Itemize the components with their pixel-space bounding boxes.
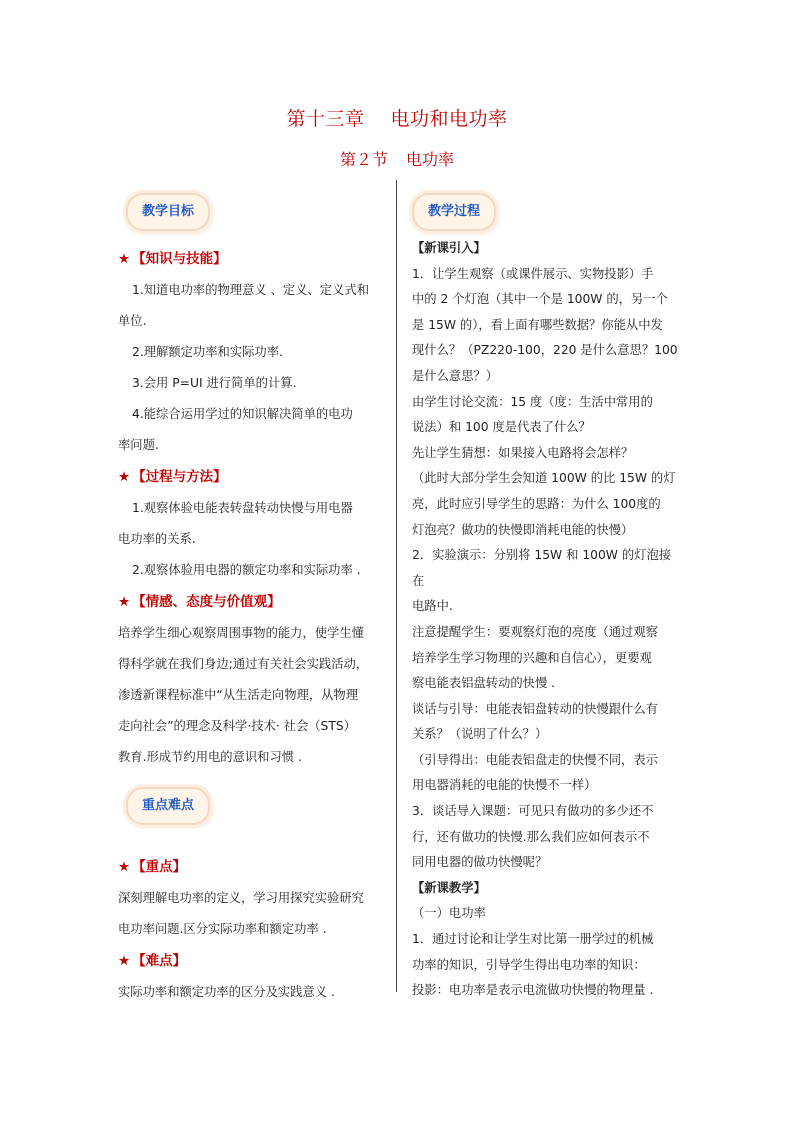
list-item: 率问题. [118, 438, 159, 452]
paragraph-line: 灯泡亮？做功的快慢即消耗电能的快慢） [412, 522, 634, 537]
paragraph-line: 关系？（说明了什么？） [412, 727, 548, 742]
paragraph-line: （此时大部分学生会知道 100W 的比 15W 的灯 [412, 471, 676, 486]
paragraph-line: 深刻理解电功率的定义，学习用探究实验研究 [118, 891, 364, 905]
paragraph-line: 行，还有做功的快慢.那么我们应如何表示不 [412, 829, 650, 844]
list-item: 2.观察体验用电器的额定功率和实际功率 . [132, 563, 361, 577]
paragraph-line: 是什么意思？） [412, 368, 499, 383]
chapter-number: 第十三章 [286, 108, 365, 130]
list-item: 1.知道电功率的物理意义 、定义、定义式和 [132, 283, 369, 297]
badge-teaching-objectives: 教学目标 [126, 193, 210, 231]
paragraph-line: 电路中. [412, 599, 453, 614]
paragraph-line: 得科学就在我们身边;通过有关社会实践活动， [118, 657, 369, 671]
paragraph-line: 中的 2 个灯泡（其中一个是 100W 的，另一个 [412, 292, 668, 307]
paragraph-line: 渗透新课程标准中“从生活走向物理，从物理 [118, 688, 359, 702]
paragraph-line: 培养学生细心观察周围事物的能力，使学生懂 [118, 626, 364, 640]
right-column [412, 236, 680, 1004]
paragraph-line: 察电能表铝盘转动的快慢 . [412, 676, 556, 691]
heading-new-lesson-intro: 【新课引入】 [412, 241, 486, 255]
paragraph-line: 是 15W 的），看上面有哪些数据？你能从中发 [412, 317, 663, 332]
paragraph-line: 电功率问题.区分实际功率和额定功率 . [118, 922, 327, 936]
paragraph-line: 走向社会”的理念及科学·技术· 社会（STS） [118, 719, 356, 733]
paragraph-line: 用电器消耗的电能的快慢不一样） [412, 778, 597, 793]
heading-process: ★ 【过程与方法】 [118, 469, 227, 485]
paragraph-line: 谈话与引导：电能表铝盘转动的快慢跟什么有 [412, 701, 658, 716]
column-divider [396, 180, 397, 992]
paragraph-line: 功率的知识，引导学生得出电功率的知识： [412, 957, 646, 972]
heading-emotion: ★ 【情感、态度与价值观】 [118, 594, 281, 610]
heading-difficult-points: ★ 【难点】 [118, 953, 187, 969]
paragraph-line: 同用电器的做功快慢呢？ [412, 855, 548, 870]
paragraph-line: 现什么？（PZ220-100，220 是什么意思？100 [412, 343, 678, 358]
badge-teaching-process: 教学过程 [412, 193, 496, 231]
paragraph-line: 3．谈话导入课题：可见只有做功的多少还不 [412, 804, 654, 819]
list-item: 1.观察体验电能表转盘转动快慢与用电器 [132, 501, 353, 515]
paragraph-line: （引导得出：电能表铝盘走的快慢不同，表示 [412, 752, 658, 767]
paragraph-line: 实际功率和额定功率的区分及实践意义 . [118, 985, 335, 999]
section-title [0, 147, 794, 170]
paragraph-line: 亮，此时应引导学生的思路：为什么 100度的 [412, 496, 661, 511]
paragraph-line: 教育.形成节约用电的意识和习惯 . [118, 750, 302, 764]
badge-key-difficult-points: 重点难点 [126, 787, 210, 825]
heading-knowledge: ★ 【知识与技能】 [118, 251, 227, 267]
star-icon: ★ [118, 859, 131, 875]
star-icon: ★ [118, 251, 131, 267]
list-item: 4.能综合运用学过的知识解决简单的电功 [132, 407, 353, 421]
paragraph-line: 1．让学生观察（或课件展示、实物投影）手 [412, 266, 654, 281]
list-item: 2.理解额定功率和实际功率. [132, 345, 283, 359]
list-item: 单位. [118, 314, 147, 328]
list-item: 电功率的关系. [118, 532, 196, 546]
star-icon: ★ [118, 469, 131, 485]
section-number: 第２节 [339, 150, 388, 169]
chapter-name: 电功和电功率 [390, 108, 508, 130]
paragraph-line: 2．实验演示：分别将 15W 和 100W 的灯泡接在 [412, 548, 672, 588]
paragraph-line: 投影：电功率是表示电流做功快慢的物理量 . [412, 983, 654, 998]
paragraph-line: 培养学生学习物理的兴趣和自信心），更要观 [412, 650, 652, 665]
list-item: 3.会用 P=UI 进行简单的计算. [132, 376, 297, 390]
star-icon: ★ [118, 594, 131, 610]
paragraph-line: 注意提醒学生：要观察灯泡的亮度（通过观察 [412, 624, 658, 639]
paragraph-line: 1．通过讨论和让学生对比第一册学过的机械 [412, 932, 654, 947]
paragraph-line: （一）电功率 [412, 906, 486, 921]
left-column [118, 243, 384, 1008]
paragraph-line: 由学生讨论交流：15 度（度：生活中常用的 [412, 394, 653, 409]
section-name: 电功率 [406, 150, 455, 169]
heading-new-lesson-teaching: 【新课教学】 [412, 880, 486, 895]
chapter-title [0, 104, 794, 131]
paragraph-line: 先让学生猜想：如果接入电路将会怎样？ [412, 445, 634, 460]
heading-key-points: ★ 【重点】 [118, 859, 187, 875]
star-icon: ★ [118, 953, 131, 969]
paragraph-line: 说法）和 100 度是代表了什么？ [412, 420, 591, 435]
